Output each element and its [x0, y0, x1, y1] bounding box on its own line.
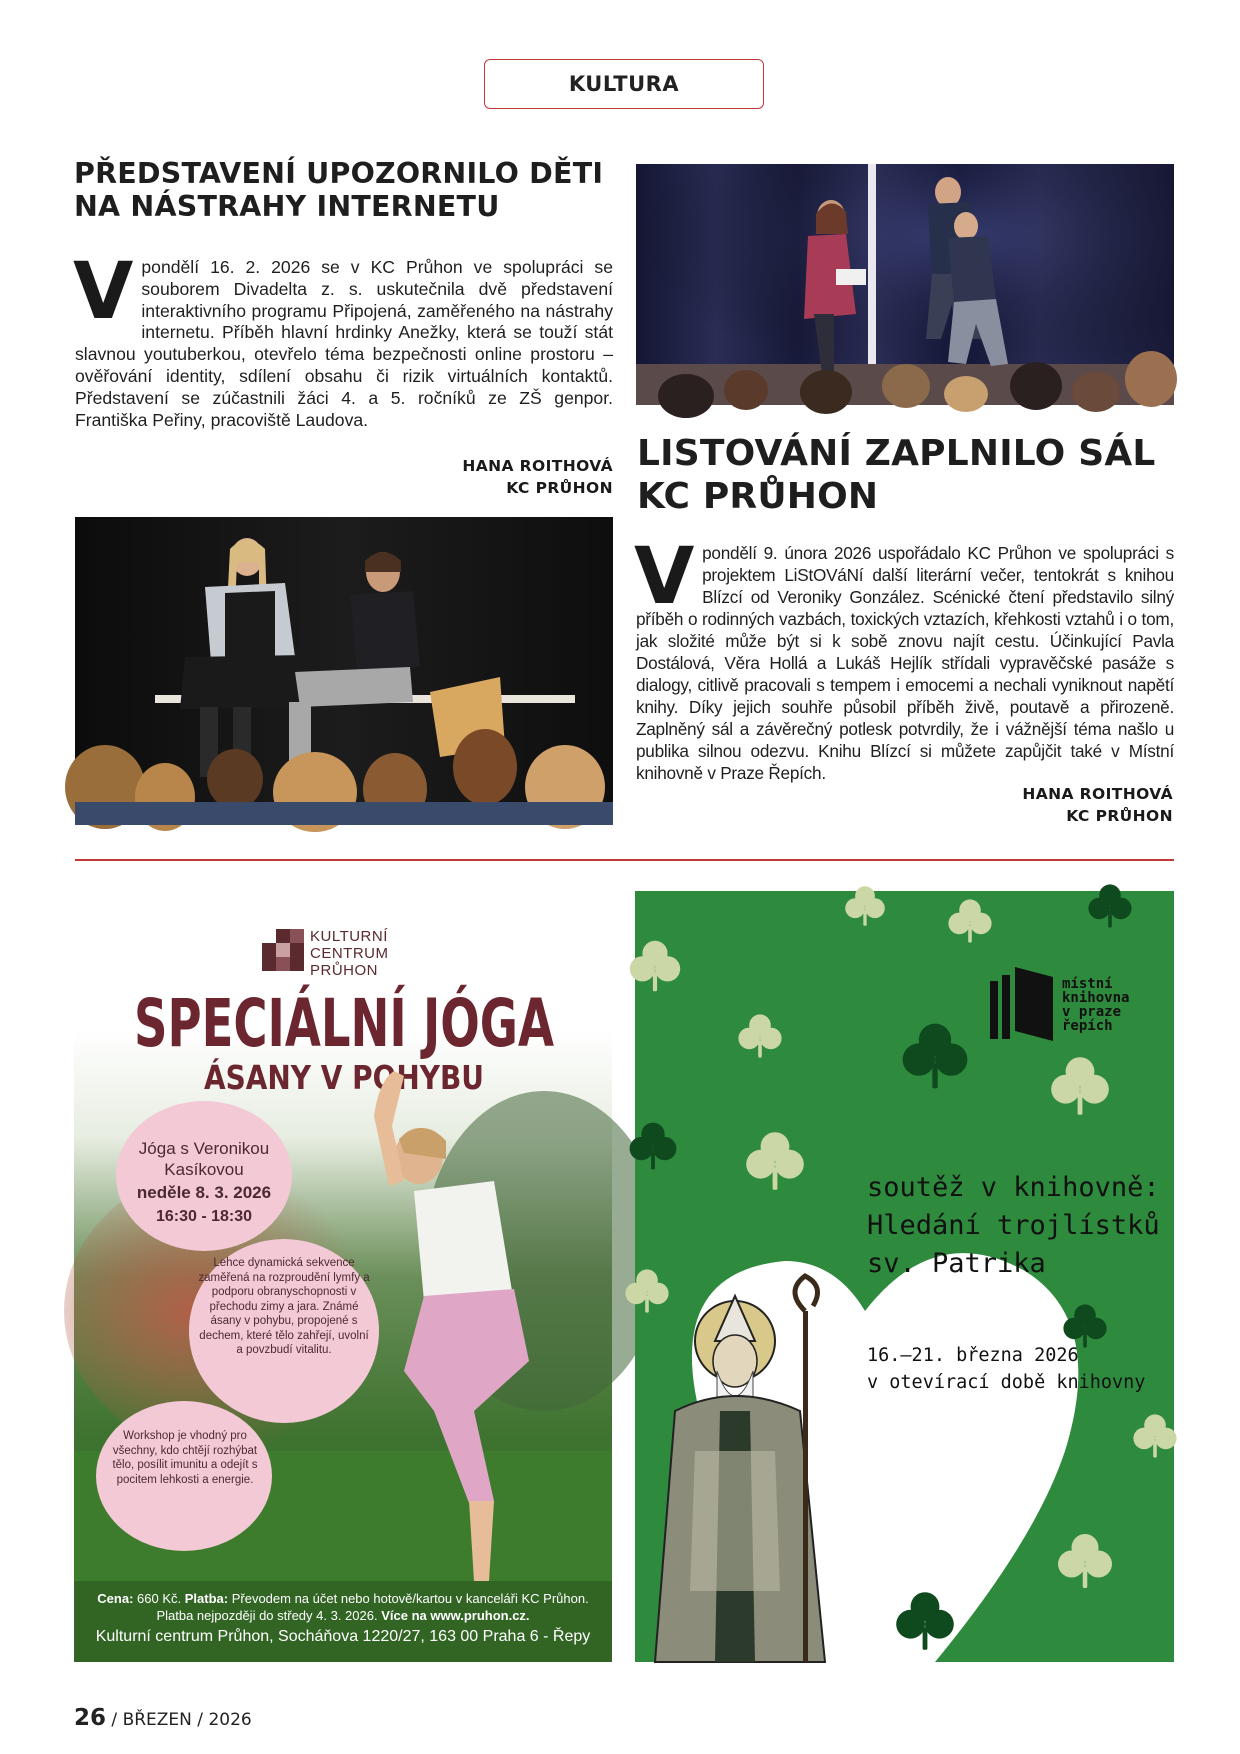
clover-poster — [635, 891, 1174, 1662]
footer-month: BŘEZEN — [122, 1710, 192, 1730]
library-logo-line3: v praze — [1062, 1004, 1122, 1020]
yoga-bubble3-text: Workshop je vhodný pro všechny, kdo chtějí rozhýbat tělo, posílit imunitu a odejít s pocitem lehkosti a energie. — [112, 1430, 258, 1486]
yoga-logo-line1: KULTURNÍ — [310, 928, 388, 945]
article2-title — [637, 432, 1197, 518]
clover-date-line1: 16.–21. března 2026 — [867, 1345, 1079, 1366]
yoga-payment-label: Platba: — [184, 1591, 229, 1606]
clover-heading-line1: soutěž v knihovně: — [867, 1172, 1160, 1203]
article2-title-line2: KC PRŮHON — [637, 476, 879, 518]
article1-title-line2: NA NÁSTRAHY INTERNETU — [74, 190, 500, 224]
yoga-address: Kulturní centrum Průhon, Socháňova 1220/27, 163 00 Praha 6 - Řepy — [95, 1628, 591, 1645]
library-logo-line2: knihovna — [1062, 990, 1130, 1006]
yoga-bubble1-line2: Kasíkovou — [164, 1160, 244, 1179]
yoga-price-label: Cena: — [97, 1591, 134, 1606]
yoga-logo-line2: CENTRUM — [310, 945, 389, 962]
yoga-bubble2-text: Lehce dynamická sekvence zaměřená na rozproudění lymfy a podporu obranyschopnosti v přechodu zimy a jara. Známé ásany v pohybu, propojené s dechem, které tělo zahřejí, uvolní a povzbudí vitalitu. — [198, 1257, 370, 1356]
article1-author: HANA ROITHOVÁ — [462, 457, 613, 475]
article1-byline — [300, 455, 613, 499]
article2-dropcap: V — [634, 532, 695, 622]
yoga-price-value: 660 Kč. — [137, 1591, 182, 1606]
yoga-bubble1-line1: Jóga s Veronikou — [138, 1139, 270, 1158]
article2-author: HANA ROITHOVÁ — [1022, 785, 1173, 803]
yoga-more-label: Více na www.pruhon.cz. — [381, 1608, 530, 1623]
article1-body-text: pondělí 16. 2. 2026 se v KC Průhon ve spolupráci se souborem Divadelta z. s. uskutečnila dvě představení interaktivního programu Připojená, zaměřeného na nástrahy internetu. Příběh hlavní hrdinky Anežky, která se touží stát slavnou youtuberkou, otevřelo téma bezpečnosti online prostoru – ověřování identity, sdílení obsahu či rizik virtuálních kontaktů. Představení se zúčastnili žáci 4. a 5. ročníků ze ZŠ genpor. Františka Peřiny, pracoviště Laudova. — [75, 257, 613, 430]
page-number: 26 — [74, 1705, 107, 1731]
yoga-bubble-date — [116, 1101, 292, 1251]
performance-photo-illustration — [75, 517, 613, 825]
article2-title-line1: LISTOVÁNÍ ZAPLNILO SÁL — [637, 433, 1156, 474]
yoga-price-line — [97, 1591, 588, 1606]
article1-body — [73, 247, 613, 431]
yoga-logo-line3: PRŮHON — [310, 962, 379, 979]
library-logo-line1: místní — [1062, 976, 1113, 992]
clover-heading-line3: sv. Patrika — [867, 1248, 1046, 1279]
yoga-title: SPECIÁLNÍ JÓGA — [134, 985, 730, 1062]
stage-photo-illustration — [636, 164, 1174, 405]
section-tag: KULTURA — [484, 59, 764, 109]
article2-body — [634, 532, 1174, 784]
yoga-bubble1-time: 16:30 - 18:30 — [155, 1208, 253, 1225]
clover-poster-art — [635, 891, 1174, 1662]
yoga-poster — [74, 891, 730, 1662]
footer-separator1: / — [111, 1710, 123, 1730]
article2-byline — [860, 783, 1173, 827]
article2-org: KC PRŮHON — [1066, 807, 1173, 825]
clover-heading-line2: Hledání trojlístků — [867, 1210, 1160, 1241]
yoga-deadline-line — [156, 1608, 529, 1623]
yoga-payment-value: Převodem na účet nebo hotově/kartou v kanceláři KC Průhon. — [231, 1591, 589, 1606]
stage-photo — [636, 164, 1174, 405]
clover-date-line2: v otevírací době knihovny — [867, 1372, 1146, 1393]
performance-photo — [75, 517, 613, 825]
library-logo-line4: řepích — [1062, 1018, 1113, 1034]
article2-body-text: pondělí 9. února 2026 uspořádalo KC Průhon ve spolupráci s projektem LiStOVáNí další literární večer, tentokrát s knihou Blízcí od Veroniky González. Scénické čtení představilo silný příběh o rodinných vazbách, toxických vztazích, křehkosti vztahů i o tom, jak složité může být si k sobě znovu najít cestu. Účinkující Pavla Dostálová, Věra Hollá a Lukáš Hejlík střídali vypravěčské pasáže s dialogy, citlivě pracovali s tempem i emocemi a nechali vyniknout napětí knihy. Díky jejich souhře působil příběh živě, poutavě a přirozeně. Zaplněný sál a závěrečný potlesk potvrdily, že i vážnější téma našlo u publika silnou odezvu. Knihu Blízcí si můžete zapůjčit také v Místní knihovně v Praze Řepích. — [636, 543, 1174, 783]
section-divider — [75, 859, 1174, 861]
article1-org: KC PRŮHON — [506, 479, 613, 497]
footer-year: 2026 — [208, 1710, 252, 1730]
yoga-subtitle: ÁSANY V POHYBU — [204, 1058, 535, 1097]
yoga-bubble-workshop — [96, 1401, 272, 1551]
yoga-bubble1-date: neděle 8. 3. 2026 — [136, 1183, 272, 1202]
article1-title-line1: PŘEDSTAVENÍ UPOZORNILO DĚTI — [74, 157, 604, 190]
article1-title — [74, 157, 634, 224]
yoga-bubble-description — [189, 1239, 379, 1423]
yoga-poster-art — [74, 891, 730, 1662]
yoga-deadline-text: Platba nejpozději do středy 4. 3. 2026. — [156, 1608, 378, 1623]
page-footer — [74, 1705, 252, 1731]
article1-dropcap: V — [73, 247, 134, 337]
footer-separator2: / — [191, 1710, 209, 1730]
